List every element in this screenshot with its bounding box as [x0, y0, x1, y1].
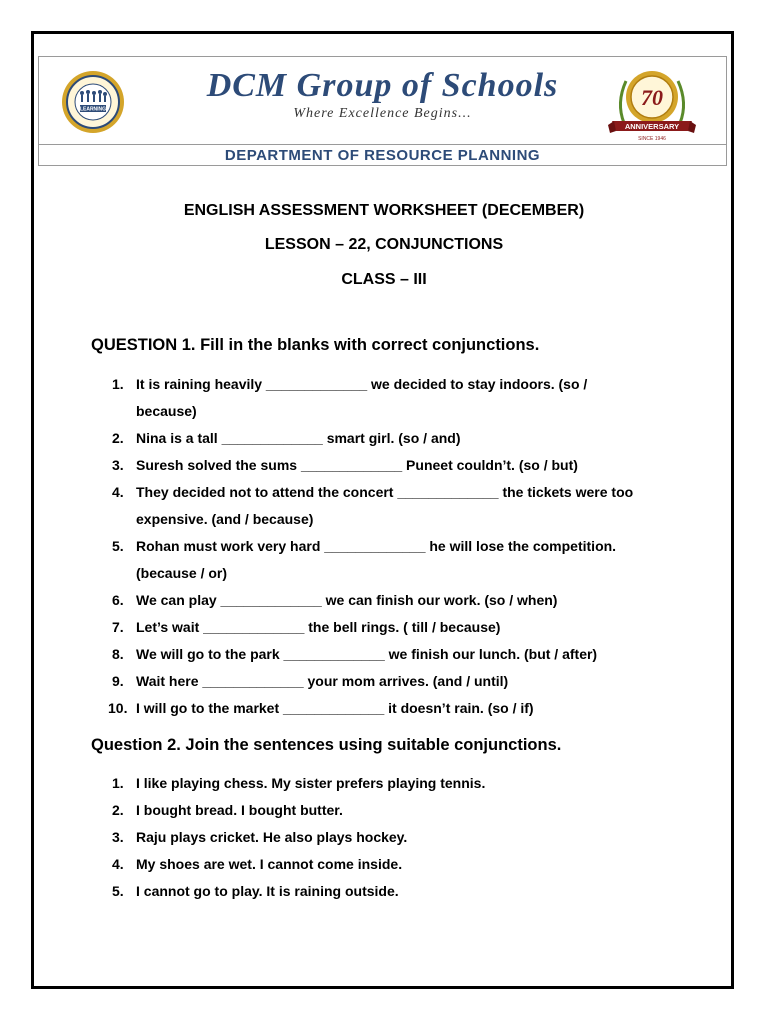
item-number: 8.: [112, 646, 124, 662]
item-text: I bought bread. I bought butter.: [136, 802, 343, 818]
worksheet-title: ENGLISH ASSESSMENT WORKSHEET (DECEMBER): [183, 202, 585, 219]
item-number: 1.: [112, 775, 124, 791]
list-item: [108, 425, 668, 452]
item-number: 10.: [108, 700, 128, 716]
item-text: I will go to the market _____________ it doesn’t rain. (so / if): [136, 700, 534, 716]
list-item: [108, 695, 668, 722]
header-divider: [39, 144, 726, 145]
item-text: We will go to the park _____________ we finish our lunch. (but / after): [136, 646, 598, 662]
item-text-continued: because): [136, 403, 197, 419]
item-text: I like playing chess. My sister prefers playing tennis.: [136, 775, 486, 791]
item-text: Let’s wait _____________ the bell rings. ( till / because): [136, 619, 501, 635]
list-item: [108, 533, 668, 587]
item-number: 2.: [112, 802, 124, 818]
item-number: 5.: [112, 883, 124, 899]
item-text: They decided not to attend the concert _____________ the tickets were too: [136, 484, 634, 500]
item-text: I cannot go to play. It is raining outside.: [136, 883, 399, 899]
anniversary-since: SINCE 1946: [638, 136, 666, 142]
item-text: Wait here _____________ your mom arrives. (and / until): [136, 673, 509, 689]
item-text: Raju plays cricket. He also plays hockey.: [136, 829, 408, 845]
item-text: Nina is a tall _____________ smart girl. (so / and): [136, 430, 461, 446]
list-item: [108, 371, 668, 425]
list-item: [108, 452, 668, 479]
anniversary-badge: [604, 63, 700, 143]
item-number: 7.: [112, 619, 124, 635]
list-item: [108, 824, 668, 851]
list-item: [108, 851, 668, 878]
item-number: 6.: [112, 592, 124, 608]
school-tagline: Where Excellence Begins...: [293, 106, 472, 121]
item-number: 4.: [112, 856, 124, 872]
class-title: CLASS – III: [341, 271, 427, 288]
item-number: 5.: [112, 538, 124, 554]
anniversary-number: 70: [641, 85, 663, 110]
logo-center-text: LEARNING: [79, 106, 107, 113]
item-number: 4.: [112, 484, 124, 500]
list-item: [108, 668, 668, 695]
item-text: We can play _____________ we can finish our work. (so / when): [136, 592, 558, 608]
item-text-continued: (because / or): [136, 565, 228, 581]
school-name: DCM Group of Schools: [206, 67, 559, 104]
list-item: [108, 587, 668, 614]
list-item: [108, 479, 668, 533]
list-item: [108, 878, 668, 905]
question-1-list: [108, 371, 668, 722]
item-number: 3.: [112, 457, 124, 473]
anniversary-ribbon-text: ANNIVERSARY: [624, 122, 680, 131]
question-2-list: [108, 770, 668, 905]
item-text-continued: expensive. (and / because): [136, 511, 314, 527]
item-text: Suresh solved the sums _____________ Puneet couldn’t. (so / but): [136, 457, 578, 473]
item-number: 2.: [112, 430, 124, 446]
list-item: [108, 641, 668, 668]
list-item: [108, 614, 668, 641]
item-number: 9.: [112, 673, 124, 689]
item-text: Rohan must work very hard _____________ he will lose the competition.: [136, 538, 617, 554]
question-2-heading: Question 2. Join the sentences using suitable conjunctions.: [91, 736, 562, 754]
lesson-title: LESSON – 22, CONJUNCTIONS: [264, 236, 504, 253]
item-number: 3.: [112, 829, 124, 845]
list-item: [108, 797, 668, 824]
letterhead: [38, 56, 727, 166]
item-text: My shoes are wet. I cannot come inside.: [136, 856, 403, 872]
question-1-heading: QUESTION 1. Fill in the blanks with correct conjunctions.: [91, 336, 540, 354]
list-item: [108, 770, 668, 797]
item-text: It is raining heavily _____________ we decided to stay indoors. (so /: [136, 376, 588, 392]
item-number: 1.: [112, 376, 124, 392]
department-name: DEPARTMENT OF RESOURCE PLANNING: [224, 147, 541, 164]
